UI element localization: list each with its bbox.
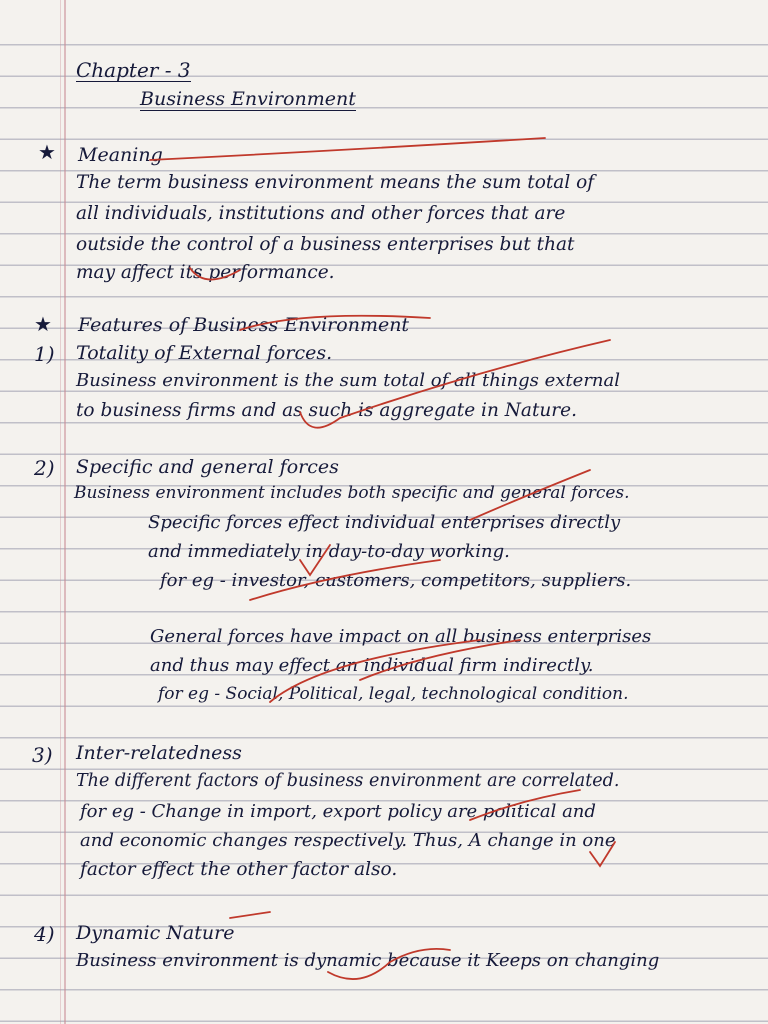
feature-3-line-2: for eg - Change in import, export policy are political and: [80, 801, 596, 822]
feature-3-heading: Inter-relatedness: [76, 742, 242, 764]
feature-2-line-1: Business environment includes both specific and general forces.: [74, 483, 630, 503]
feature-1-heading: Totality of External forces.: [76, 342, 333, 364]
feature-3-line-3: and economic changes respectively. Thus, A change in one: [80, 830, 616, 851]
feature-2-number: 2): [34, 456, 55, 480]
star-bullet-icon: ★: [38, 140, 56, 164]
star-bullet-icon: ★: [34, 312, 52, 336]
feature-2-line-7: for eg - Social, Political, legal, technological condition.: [158, 684, 629, 704]
feature-3-number: 3): [32, 743, 53, 767]
feature-4-heading: Dynamic Nature: [76, 922, 235, 944]
feature-2-heading: Specific and general forces: [76, 456, 339, 478]
feature-2-line-5: General forces have impact on all business enterprises: [150, 626, 652, 647]
meaning-heading: Meaning: [78, 144, 163, 166]
feature-2-line-3: and immediately in day-to-day working.: [148, 541, 510, 562]
feature-2-line-6: and thus may effect an individual firm indirectly.: [150, 655, 594, 676]
feature-4-number: 4): [34, 922, 55, 946]
feature-3-line-1: The different factors of business environment are correlated.: [76, 771, 620, 791]
meaning-line-4: may affect its performance.: [76, 262, 335, 283]
features-heading: Features of Business Environment: [78, 314, 410, 336]
meaning-line-2: all individuals, institutions and other forces that are: [76, 203, 566, 224]
feature-4-line-1: Business environment is dynamic because it Keeps on changing: [76, 950, 660, 971]
feature-1-line-2: to business firms and as such is aggregate in Nature.: [76, 400, 577, 421]
meaning-line-1: The term business environment means the sum total of: [76, 172, 595, 193]
feature-1-number: 1): [34, 342, 55, 366]
feature-2-line-2: Specific forces effect individual enterprises directly: [148, 512, 621, 533]
feature-1-line-1: Business environment is the sum total of all things external: [76, 370, 620, 391]
feature-3-line-4: factor effect the other factor also.: [80, 859, 398, 880]
page-title: Business Environment: [140, 88, 356, 110]
meaning-line-3: outside the control of a business enterprises but that: [76, 234, 575, 255]
feature-2-line-4: for eg - investor, customers, competitors, suppliers.: [160, 570, 632, 591]
chapter-heading: Chapter - 3: [76, 58, 191, 82]
